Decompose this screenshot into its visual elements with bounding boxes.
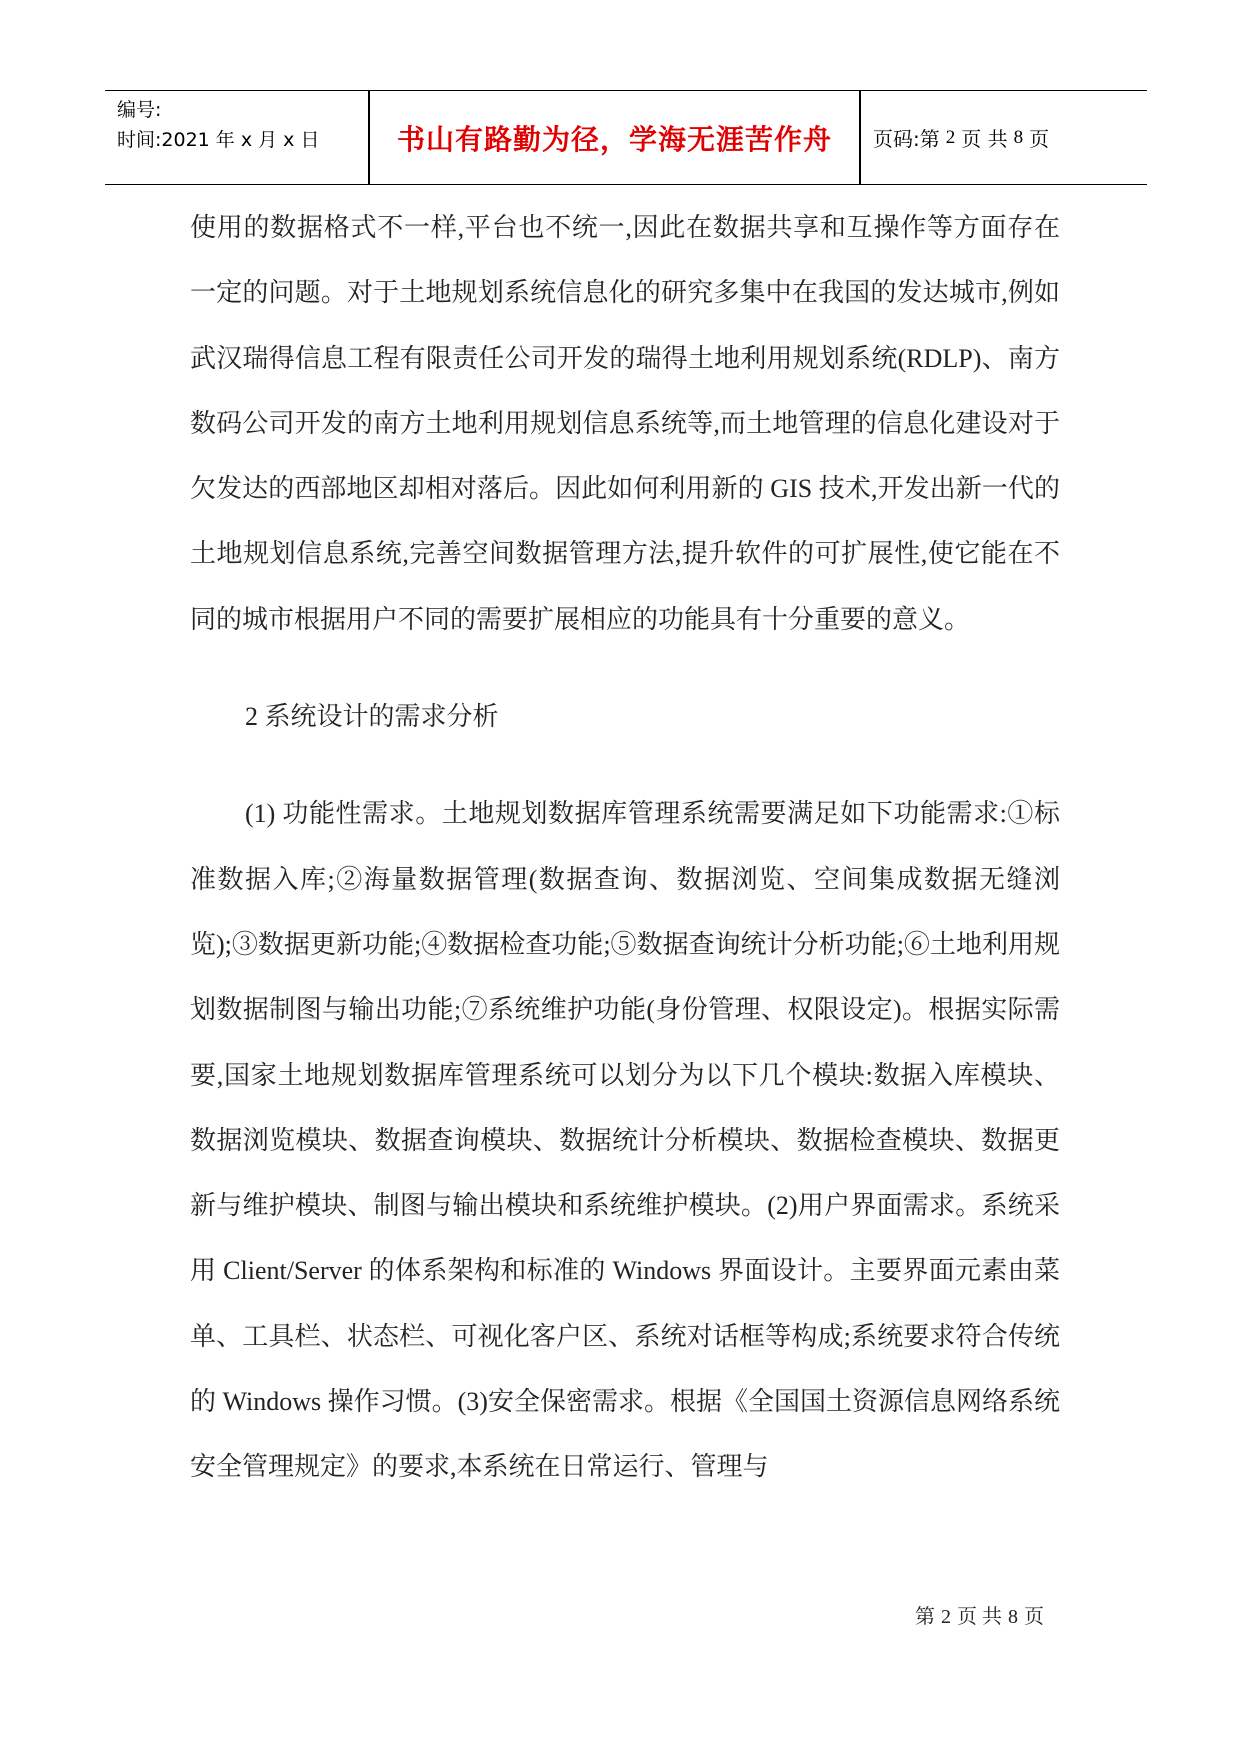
header-page-current: 2 <box>945 126 956 148</box>
page-footer <box>915 1600 1050 1629</box>
document-time-label: 时间:2021 年 x 月 x 日 <box>117 129 320 151</box>
header-page-prefix: 页码:第 <box>873 127 940 151</box>
footer-suffix: 页 <box>1024 1606 1044 1628</box>
header-meta <box>117 95 319 155</box>
document-body <box>190 195 1060 1500</box>
footer-prefix: 第 <box>915 1606 935 1628</box>
header-page-mid: 页 共 <box>961 127 1008 151</box>
footer-mid: 页 共 <box>957 1606 1002 1628</box>
header-page-total: 8 <box>1013 126 1024 148</box>
footer-page-total: 8 <box>1008 1606 1018 1628</box>
header-motto: 书山有路勤为径，学海无涯苦作舟 <box>396 122 832 156</box>
body-paragraph: (1) 功能性需求。土地规划数据库管理系统需要满足如下功能需求:①标准数据入库;②海量数据管理(数据查询、数据浏览、空间集成数据无缝浏览);③数据更新功能;④数据检查功能;⑤数据查询统计分析功能;⑥土地利用规划数据制图与输出功能;⑦系统维护功能(身份管理、权限设定)。根据实际需要,国家土地规划数据库管理系统可以划分为以下几个模块:数据入库模块、数据浏览模块、数据查询模块、数据统计分析模块、数据检查模块、数据更新与维护模块、制图与输出模块和系统维护模块。(2)用户界面需求。系统采用 Client/Server 的体系架构和标准的 Windows 界面设计。主要界面元素由菜单、工具栏、状态栏、可视化客户区、系统对话框等构成;系统要求符合传统的 Windows 操作习惯。(3)安全保密需求。根据《全国国土资源信息网络系统安全管理规定》的要求,本系统在日常运行、管理与 <box>190 799 1060 1482</box>
document-number-label: 编号: <box>117 99 162 121</box>
header-page-indicator <box>873 91 1049 184</box>
section-heading: 2 系统设计的需求分析 <box>245 702 499 732</box>
header-divider <box>859 91 861 184</box>
footer-page-current: 2 <box>941 1606 951 1628</box>
body-paragraph: 使用的数据格式不一样,平台也不统一,因此在数据共享和互操作等方面存在一定的问题。对于土地规划系统信息化的研究多集中在我国的发达城市,例如武汉瑞得信息工程有限责任公司开发的瑞得土地利用规划系统(RDLP)、南方数码公司开发的南方土地利用规划信息系统等,而土地管理的信息化建设对于欠发达的西部地区却相对落后。因此如何利用新的 GIS 技术,开发出新一代的土地规划信息系统,完善空间数据管理方法,提升软件的可扩展性,使它能在不同的城市根据用户不同的需要扩展相应的功能具有十分重要的意义。 <box>190 213 1060 634</box>
header-page-suffix: 页 <box>1029 127 1050 151</box>
page-header <box>105 90 1147 185</box>
